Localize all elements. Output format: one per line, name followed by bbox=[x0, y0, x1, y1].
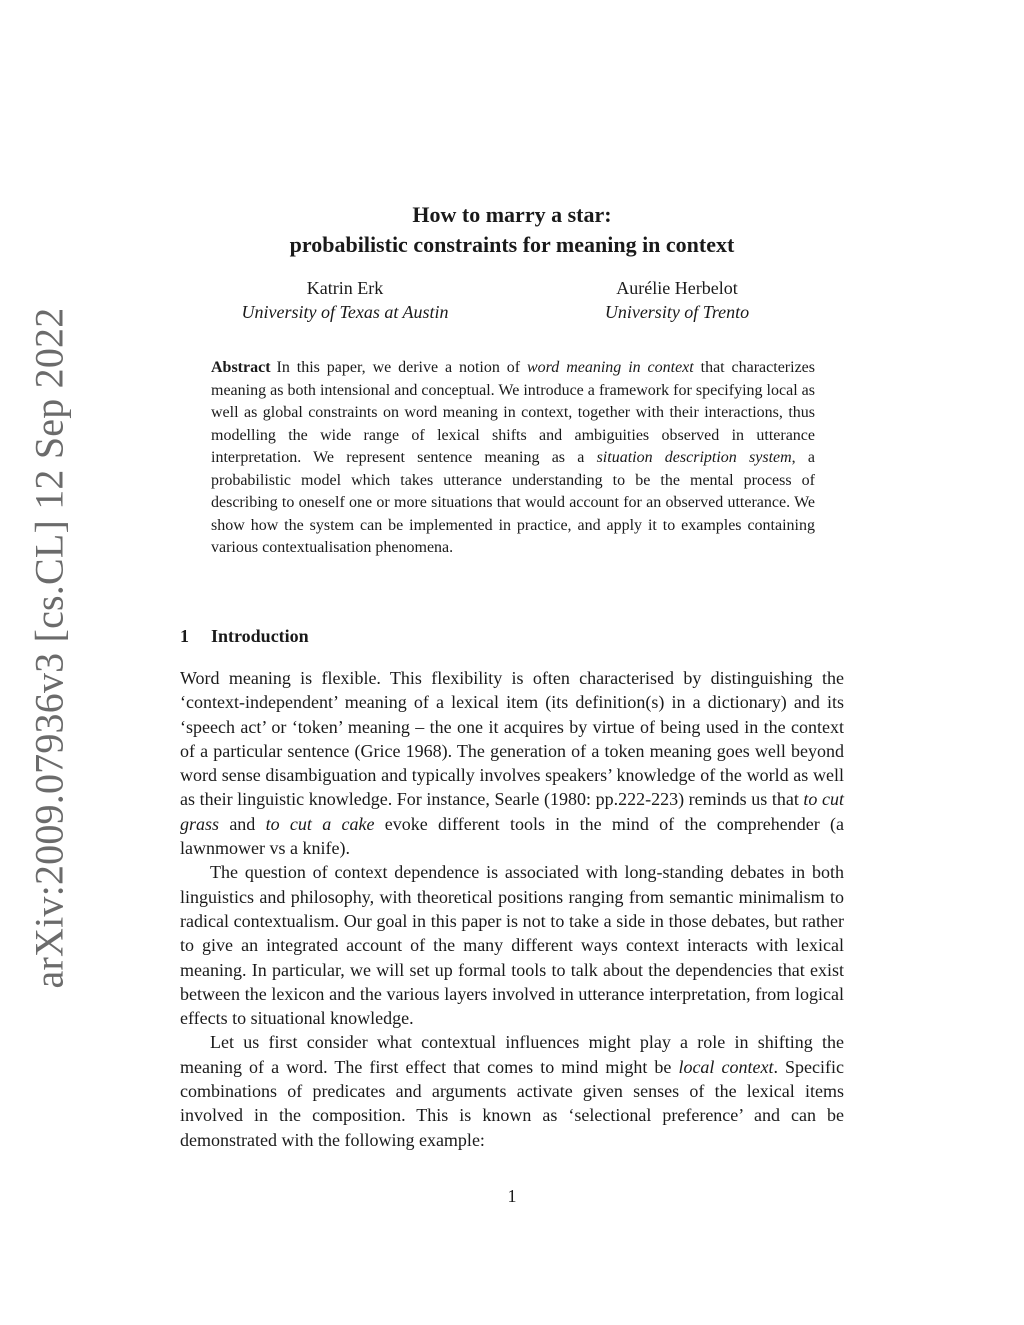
paragraph-text: Word meaning is flexible. This flexibility is often characterised by distinguishing the ‘context-independent’ meaning of a lexical item (its definition(s) in a dictionary) and its ‘speech act’ or ‘token’ meaning – the one it acquires by virtue of being used in the context of a particular sentence (Grice 1968). The generation of a token meaning goes well beyond word sense disambiguation and typically involves speakers’ knowledge of the world as well as their linguistic knowledge. For instance, Searle (1980: pp.222-223) reminds us that bbox=[180, 668, 844, 810]
author-block-erk bbox=[200, 276, 490, 324]
paragraph bbox=[180, 1030, 844, 1151]
paragraph bbox=[180, 666, 844, 860]
abstract-emphasis: situation description system bbox=[596, 449, 792, 466]
section-number: 1 bbox=[180, 626, 189, 646]
section-heading-introduction bbox=[180, 626, 309, 647]
author-name: Katrin Erk bbox=[306, 278, 384, 298]
author-affiliation: University of Trento bbox=[604, 302, 750, 322]
arxiv-stamp-text: arXiv:2009.07936v3 [cs.CL] 12 Sep 2022 bbox=[26, 307, 72, 988]
paragraph-emphasis: to cut a cake bbox=[265, 813, 375, 834]
author-block-herbelot bbox=[532, 276, 822, 324]
paragraph-text: The question of context dependence is associated with long-standing debates in both linguistics and philosophy, with theoretical positions ranging from semantic minimalism to radical contextualism. Our goal in this paper is not to take a side in those debates, but rather to give an integrated account of the many different ways context interacts with lexical meaning. In particular, we will set up formal tools to talk about the dependencies that exist between the lexicon and the various layers involved in utterance interpretation, from logical effects to situational knowledge. bbox=[180, 862, 844, 1029]
title-line-2: probabilistic constraints for meaning in context bbox=[289, 232, 735, 257]
author-name: Aurélie Herbelot bbox=[616, 278, 738, 298]
page-number: 1 bbox=[507, 1186, 517, 1206]
abstract-text: , a probabilistic model which takes utterance understanding to be the mental process of describing to oneself one or more situations that would account for an observed utterance. We show how the system can be implemented in practice, and apply it to examples containing various contextualisation phenomena. bbox=[211, 449, 815, 556]
paragraph-text: and bbox=[219, 813, 266, 834]
paragraph-text: evoke different tools in the mind of the comprehender (a lawnmower vs a knife). bbox=[180, 813, 844, 859]
paragraph-emphasis: local context bbox=[678, 1056, 774, 1077]
paper-title bbox=[180, 200, 844, 260]
abstract bbox=[211, 357, 815, 560]
abstract-text: In this paper, we derive a notion of bbox=[276, 359, 527, 376]
paragraph-text: Let us first consider what contextual influences might play a role in shifting the meaning of a word. The first effect that comes to mind might be bbox=[180, 1032, 844, 1077]
paragraph-text: . Specific combinations of predicates and arguments activate given senses of the lexical items involved in the composition. This is known as ‘selectional preference’ and can be demonstrated with the following example: bbox=[180, 1056, 844, 1150]
abstract-text: that characterizes meaning as both intensional and conceptual. We introduce a framework for specifying local as well as global constraints on word meaning in context, together with their interactions, thus modelling the wide range of lexical shifts and ambiguities observed in utterance interpretation. We represent sentence meaning as a bbox=[211, 359, 815, 466]
title-line-1: How to marry a star: bbox=[412, 202, 612, 227]
abstract-emphasis: word meaning in context bbox=[527, 359, 694, 376]
section-title: Introduction bbox=[211, 626, 309, 646]
paragraph-emphasis: to cut grass bbox=[180, 789, 844, 834]
abstract-label: Abstract bbox=[211, 359, 271, 376]
paragraph bbox=[180, 860, 844, 1030]
author-affiliation: University of Texas at Austin bbox=[241, 302, 449, 322]
arxiv-stamp bbox=[18, 307, 80, 988]
body-text bbox=[180, 666, 844, 1152]
